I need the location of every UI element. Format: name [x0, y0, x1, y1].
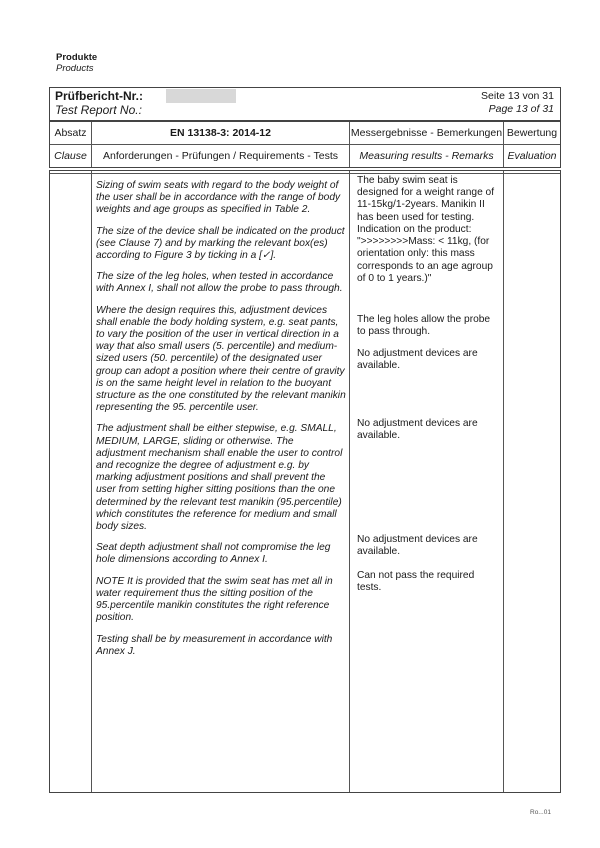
header-produkte: Produkte	[56, 52, 98, 63]
requirement-text: Sizing of swim seats with regard to the body weight of the user shall be in accordance with the range of body weights and age groups as specified in Table 2.	[96, 180, 341, 216]
requirement-text: The size of the leg holes, when tested in accordance with Annex I, shall not allow the probe to pass through.	[96, 271, 343, 295]
redacted-report-number	[166, 89, 236, 103]
result-text: No adjustment devices are available.	[357, 348, 478, 372]
body-top-double-line	[50, 173, 560, 174]
report-number-label: Prüfbericht-Nr.:	[55, 89, 144, 103]
requirement-text: NOTE It is provided that the swim seat has met all in water requirement thus the sitting position of the 95.percentile manikin constitutes the right reference position.	[96, 575, 333, 624]
result-text: No adjustment devices are available.	[357, 418, 478, 442]
page-number-en: Page 13 of 31	[488, 103, 554, 115]
col-requirements: Anforderungen - Prüfungen / Requirements - Tests	[102, 150, 339, 162]
result-text: Indication on the product: ">>>>>>>>Mass: < 11kg, (for orientation only: this mass corresponds to an age agroup of 0 to 1 years.)"	[357, 224, 493, 284]
col-absatz: Absatz	[54, 127, 87, 139]
body-divider-1	[91, 171, 92, 792]
result-text: Can not pass the required tests.	[357, 570, 475, 594]
requirements-column	[96, 180, 346, 667]
body-divider-3	[503, 171, 504, 792]
col-results-de: Messergebnisse - Bemerkungen	[350, 127, 503, 139]
requirement-text: Testing shall be by measurement in accordance with Annex J.	[96, 633, 333, 657]
col-results-en: Measuring results - Remarks	[359, 150, 494, 162]
page-number: Seite 13 von 31	[481, 90, 554, 102]
result-text: The leg holes allow the probe to pass through.	[357, 314, 491, 338]
header-products: Products	[56, 63, 94, 74]
requirement-text: The size of the device shall be indicated on the product (see Clause 7) and by marking the relevant box(es) according to Figure 3 by ticking in a [✓].	[96, 225, 345, 262]
column-header-divider	[50, 144, 560, 145]
result-text: The baby swim seat is designed for a weight range of 11-15kg/1-2years. Manikin II has been used for testing.	[357, 175, 495, 223]
body-divider-2	[349, 171, 350, 792]
col-bewertung: Bewertung	[506, 127, 558, 139]
requirement-text: Where the design requires this, adjustment devices shall enable the body holding system, e.g. seat pants, to vary the position of the user in vertical direction in a way that also small users (5. percentile) and medium-sized users (50. percentile) of the designated user group can adopt a position where their centre of gravity is on the same height level in relation to the buoyant structure as the one constituted by the relevant manikin representing the 95. percentile user.	[96, 304, 346, 414]
col-evaluation: Evaluation	[507, 150, 557, 162]
result-text: No adjustment devices are available.	[357, 534, 478, 558]
col-standard: EN 13138-3: 2014-12	[170, 127, 271, 139]
requirement-text: The adjustment shall be either stepwise, e.g. SMALL, MEDIUM, LARGE, sliding or otherwise. The adjustment mechanism shall enable the user to control and recognize the degree of adjustment e.g. by marking adjustment positions and shall prevent the user from setting higher sitting positions than the one determined by the relevant test manikin (95.percentile) which constitutes the reference for medium and small body sizes.	[96, 423, 343, 533]
col-clause: Clause	[54, 150, 87, 162]
requirement-text: Seat depth adjustment shall not compromise the leg hole dimensions according to Annex I.	[96, 542, 331, 566]
footer-code: Ro...01	[530, 809, 551, 816]
report-number-label-en: Test Report No.:	[55, 103, 142, 117]
